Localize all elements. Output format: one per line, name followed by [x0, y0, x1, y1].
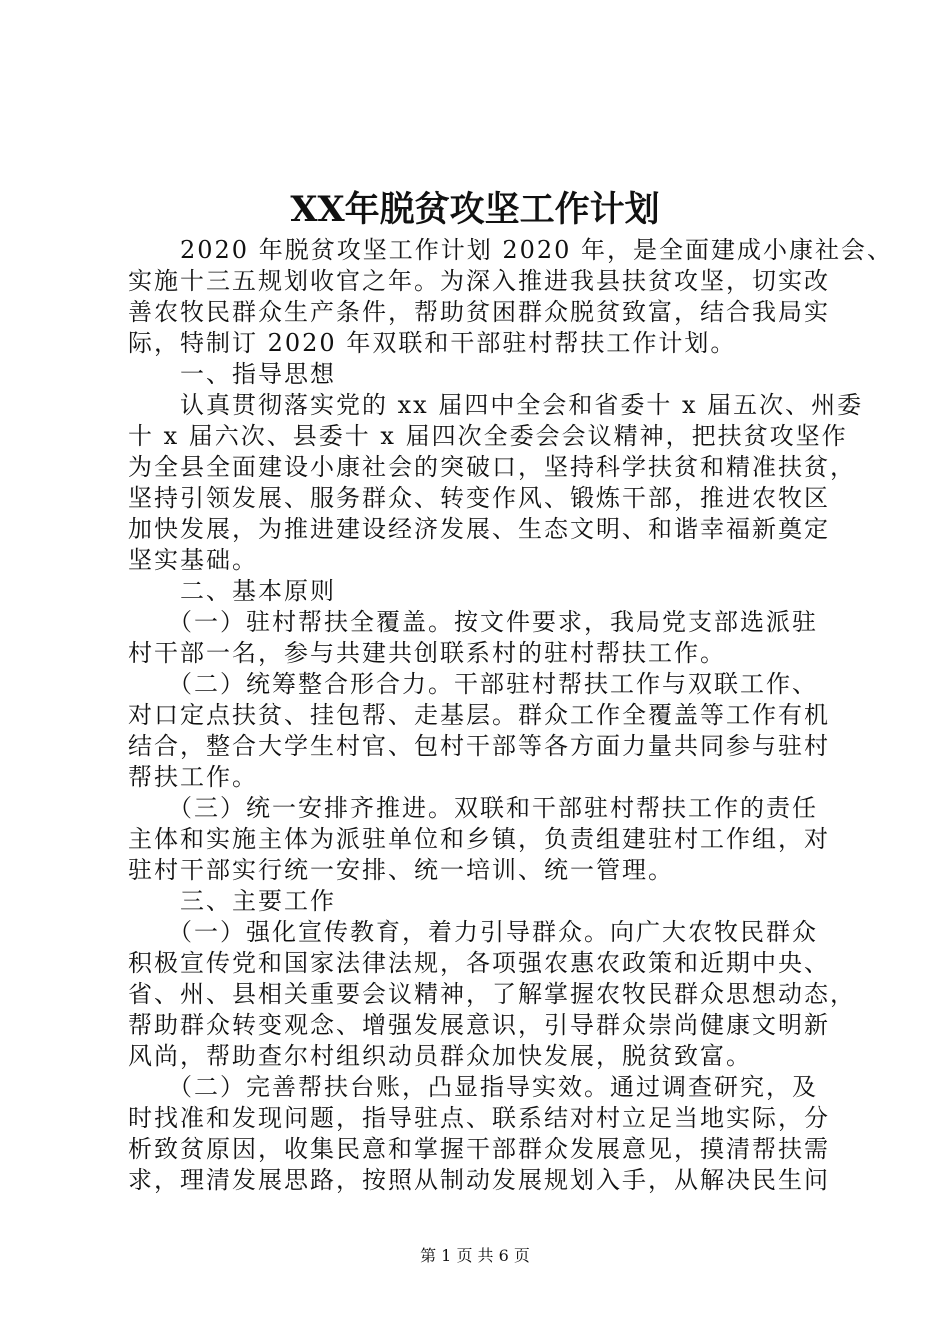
body-line: 2020 年脱贫攻坚工作计划 2020 年，是全面建成小康社会、 — [128, 236, 894, 264]
body-line: 结合，整合大学生村官、包村干部等各方面力量共同参与驻村 — [128, 732, 830, 760]
body-line: 善农牧民群众生产条件，帮助贫困群众脱贫致富，结合我局实 — [128, 298, 830, 326]
body-line: 坚实基础。 — [128, 546, 258, 574]
body-line: 主体和实施主体为派驻单位和乡镇，负责组建驻村工作组，对 — [128, 825, 830, 853]
section-heading: 二、基本原则 — [128, 577, 336, 605]
body-line: 求，理清发展思路，按照从制动发展规划入手，从解决民生问 — [128, 1166, 830, 1194]
body-line: 为全县全面建设小康社会的突破口，坚持科学扶贫和精准扶贫， — [128, 453, 856, 481]
body-line: 驻村干部实行统一安排、统一培训、统一管理。 — [128, 856, 674, 884]
body-line: 对口定点扶贫、挂包帮、走基层。群众工作全覆盖等工作有机 — [128, 701, 830, 729]
body-line: 帮助群众转变观念、增强发展意识，引导群众崇尚健康文明新 — [128, 1011, 830, 1039]
body-line: 坚持引领发展、服务群众、转变作风、锻炼干部，推进农牧区 — [128, 484, 830, 512]
body-line: 认真贯彻落实党的 xx 届四中全会和省委十 x 届五次、州委 — [128, 391, 864, 419]
body-line: 省、州、县相关重要会议精神，了解掌握农牧民群众思想动态， — [128, 980, 856, 1008]
page-footer: 第 1 页 共 6 页 — [420, 1246, 530, 1265]
body-line: （三）统一安排齐推进。双联和干部驻村帮扶工作的责任 — [128, 794, 818, 822]
document-body — [128, 235, 894, 1196]
body-line: （二）完善帮扶台账，凸显指导实效。通过调查研究，及 — [128, 1073, 818, 1101]
body-line: 风尚，帮助查尔村组织动员群众加快发展，脱贫致富。 — [128, 1042, 752, 1070]
body-line: 积极宣传党和国家法律法规，各项强农惠农政策和近期中央、 — [128, 949, 830, 977]
body-line: 十 x 届六次、县委十 x 届四次全委会会议精神，把扶贫攻坚作 — [128, 422, 848, 450]
body-line: （一）驻村帮扶全覆盖。按文件要求，我局党支部选派驻 — [128, 608, 818, 636]
body-line: 实施十三五规划收官之年。为深入推进我县扶贫攻坚，切实改 — [128, 267, 830, 295]
body-line: 析致贫原因，收集民意和掌握干部群众发展意见，摸清帮扶需 — [128, 1135, 830, 1163]
section-heading: 一、指导思想 — [128, 360, 336, 388]
body-line: 村干部一名，参与共建共创联系村的驻村帮扶工作。 — [128, 639, 726, 667]
section-heading: 三、主要工作 — [128, 887, 336, 915]
body-line: 帮扶工作。 — [128, 763, 258, 791]
body-line: 际，特制订 2020 年双联和干部驻村帮扶工作计划。 — [128, 329, 737, 357]
document-title: XX年脱贫攻坚工作计划 — [290, 189, 660, 230]
body-line: （一）强化宣传教育，着力引导群众。向广大农牧民群众 — [128, 918, 818, 946]
body-line: （二）统筹整合形合力。干部驻村帮扶工作与双联工作、 — [128, 670, 818, 698]
body-line: 时找准和发现问题，指导驻点、联系结对村立足当地实际，分 — [128, 1104, 830, 1132]
body-line: 加快发展，为推进建设经济发展、生态文明、和谐幸福新奠定 — [128, 515, 830, 543]
